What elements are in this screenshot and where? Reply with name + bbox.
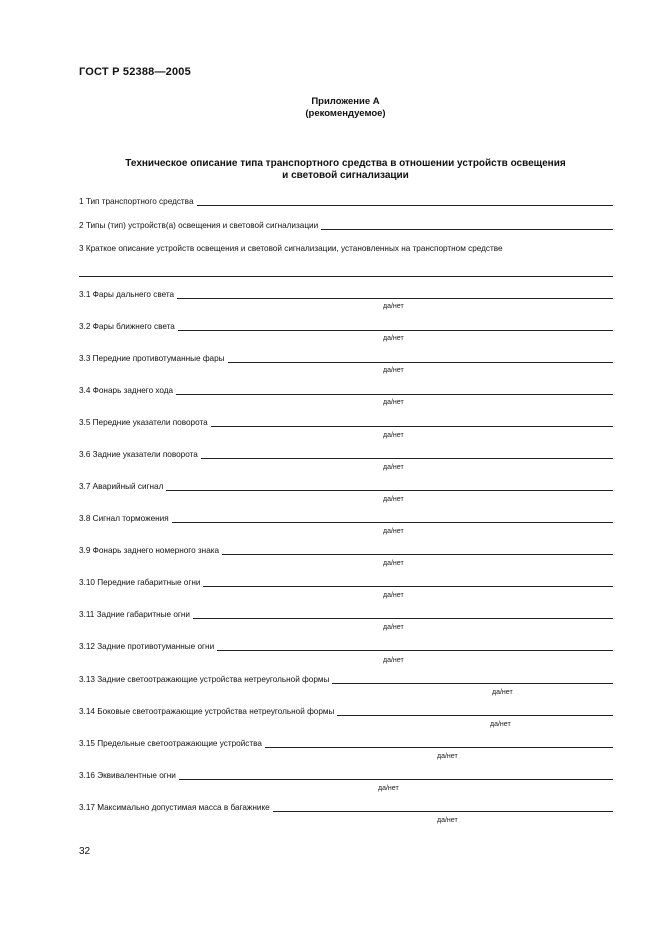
form-line-3-3[interactable] [79,353,613,365]
form-line-3-2[interactable] [79,321,613,333]
fill-in-blank[interactable] [203,577,613,587]
fill-in-blank[interactable] [337,706,613,716]
yes-no-hint: да/нет [383,399,404,406]
fill-in-blank[interactable] [172,513,613,523]
fill-in-blank[interactable] [211,417,613,427]
yes-no-hint: да/нет [383,624,404,631]
form-line-3-7[interactable] [79,481,613,493]
form-line-label: 3.12 Задние противотуманные огни [79,642,215,651]
form-line-label: 3.2 Фары ближнего света [79,322,175,331]
form-line-label: 3.11 Задние габаритные огни [79,610,190,619]
yes-no-hint: да/нет [492,689,513,696]
yes-no-hint: да/нет [383,592,404,599]
form-line-3-14[interactable] [79,706,613,718]
form-line-label: 3.16 Эквивалентные огни [79,771,176,780]
form-line-label: 3.13 Задние светоотражающие устройства нетреугольной формы [79,675,330,684]
yes-no-hint: да/нет [383,528,404,535]
form-line-3-6[interactable] [79,449,613,461]
document-title-line-2: и световой сигнализации [282,170,409,181]
form-line-label: 3.6 Задние указатели поворота [79,450,198,459]
fill-in-blank[interactable] [201,449,613,459]
form-line-label: 3.15 Предельные светоотражающие устройства [79,739,262,748]
fill-in-blank[interactable] [193,609,613,619]
form-line-label: 2 Типы (тип) устройств(а) освещения и световой сигнализации [79,221,319,230]
form-line-3-17[interactable] [79,802,613,814]
form-line-3-16[interactable] [79,770,613,782]
appendix-title: Приложение А [311,96,380,107]
fill-in-blank[interactable] [332,674,613,684]
form-line-3-15[interactable] [79,738,613,750]
form-line-3-12[interactable] [79,641,613,653]
yes-no-hint: да/нет [383,560,404,567]
form-line-3-1[interactable] [79,289,613,301]
fill-in-blank[interactable] [228,353,613,363]
form-line-description [79,243,613,255]
form-line-label: 3.17 Максимально допустимая масса в багажнике [79,803,270,812]
form-line-3-5[interactable] [79,417,613,429]
yes-no-hint: да/нет [383,432,404,439]
document-title-line-1: Техническое описание типа транспортного средства в отношении устройств освещения [125,158,566,169]
yes-no-hint: да/нет [378,785,399,792]
form-line-3-10[interactable] [79,577,613,589]
fill-in-blank[interactable] [217,641,613,651]
fill-in-blank[interactable] [176,385,613,395]
yes-no-hint: да/нет [383,303,404,310]
yes-no-hint: да/нет [437,753,458,760]
fill-in-blank[interactable] [321,220,613,230]
form-line-label: 3.4 Фонарь заднего хода [79,386,174,395]
form-line-label: 3.8 Сигнал торможения [79,514,169,523]
document-id: ГОСТ Р 52388—2005 [79,66,191,78]
form-line-device-types[interactable] [79,220,613,232]
form-line-3-4[interactable] [79,385,613,397]
fill-in-blank[interactable] [197,196,614,206]
form-line-label: 3.14 Боковые светоотражающие устройства нетреугольной формы [79,707,335,716]
form-line-label: 3.7 Аварийный сигнал [79,482,164,491]
form-line-label: 1 Тип транспортного средства [79,197,194,206]
form-line-label: 3.3 Передние противотуманные фары [79,354,225,363]
fill-in-blank[interactable] [178,321,613,331]
page-number: 32 [79,846,91,857]
form-line-label: 3.5 Передние указатели поворота [79,418,208,427]
yes-no-hint: да/нет [490,721,511,728]
form-line-label: 3.10 Передние габаритные огни [79,578,201,587]
yes-no-hint: да/нет [383,657,404,664]
form-line-vehicle-type[interactable] [79,196,613,208]
yes-no-hint: да/нет [383,367,404,374]
form-line-label: 3.9 Фонарь заднего номерного знака [79,546,220,555]
fill-in-blank[interactable] [222,545,613,555]
fill-in-blank[interactable] [179,770,613,780]
yes-no-hint: да/нет [383,464,404,471]
fill-in-blank[interactable] [273,802,613,812]
form-line-label: 3 Краткое описание устройств освещения и световой сигнализации, установленных на транспортном средстве [79,244,503,253]
form-line-3-13[interactable] [79,674,613,686]
yes-no-hint: да/нет [383,335,404,342]
document-title [0,158,661,182]
yes-no-hint: да/нет [437,817,458,824]
fill-in-blank[interactable] [265,738,613,748]
appendix-subtitle: (рекомендуемое) [305,108,386,119]
description-blank-line[interactable] [79,276,613,277]
fill-in-blank[interactable] [177,289,613,299]
appendix-heading [0,96,661,120]
form-line-3-9[interactable] [79,545,613,557]
yes-no-hint: да/нет [383,496,404,503]
form-line-3-8[interactable] [79,513,613,525]
form-line-label: 3.1 Фары дальнего света [79,290,175,299]
fill-in-blank[interactable] [166,481,613,491]
form-line-3-11[interactable] [79,609,613,621]
